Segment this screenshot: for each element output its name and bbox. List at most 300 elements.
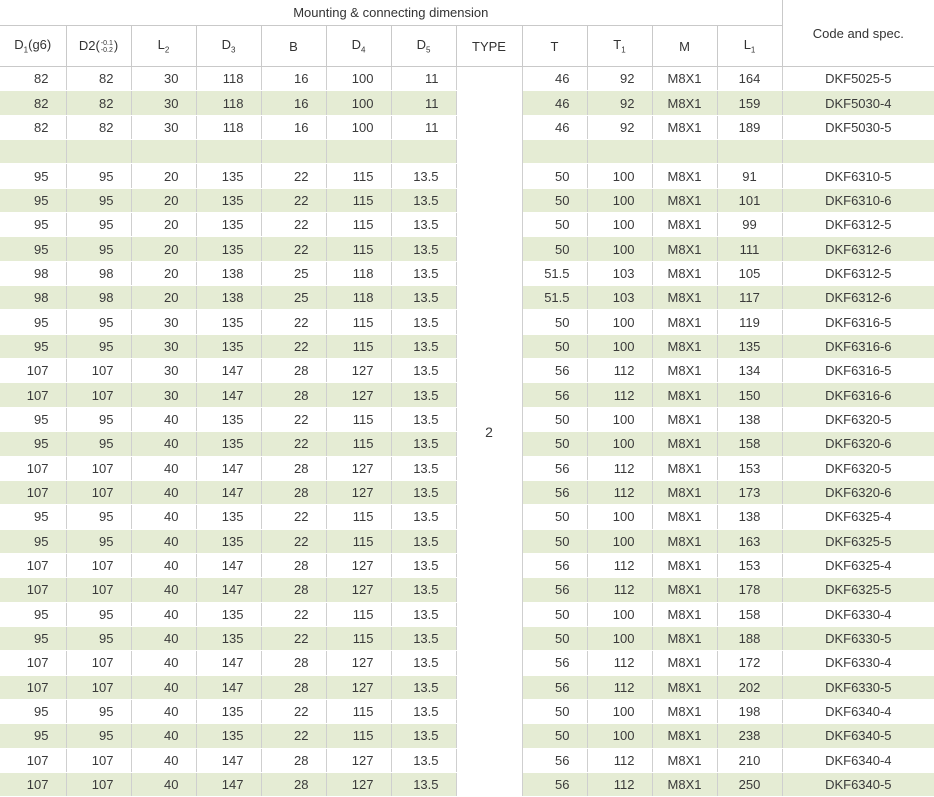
table-cell: 115: [326, 334, 391, 358]
column-header: [652, 26, 717, 67]
table-cell: 13.5: [391, 626, 456, 650]
table-cell: 115: [326, 529, 391, 553]
table-cell: [0, 140, 66, 164]
table-cell: 95: [66, 213, 131, 237]
table-cell: 50: [522, 505, 587, 529]
table-cell: 135: [196, 724, 261, 748]
table-cell: 50: [522, 188, 587, 212]
table-cell: 115: [326, 188, 391, 212]
table-cell: 115: [326, 213, 391, 237]
table-cell: 127: [326, 578, 391, 602]
table-cell: 13.5: [391, 286, 456, 310]
table-cell: 82: [66, 67, 131, 91]
table-cell: 95: [0, 626, 66, 650]
table-cell: 50: [522, 213, 587, 237]
table-cell: 13.5: [391, 578, 456, 602]
table-cell: 135: [196, 164, 261, 188]
table-cell: 100: [326, 67, 391, 91]
table-cell: 50: [522, 237, 587, 261]
table-cell: 40: [131, 772, 196, 796]
column-header: [261, 26, 326, 67]
table-cell: 101: [717, 188, 782, 212]
table-cell: M8X1: [652, 578, 717, 602]
table-cell: 118: [196, 115, 261, 139]
table-cell: 22: [261, 237, 326, 261]
table-cell: M8X1: [652, 188, 717, 212]
code-spec-cell: DKF6316-5: [782, 359, 934, 383]
table-cell: [717, 140, 782, 164]
column-header-label: M: [679, 38, 690, 54]
column-header: D2( -0.1 -0.2 ): [66, 26, 131, 67]
table-cell: 46: [522, 91, 587, 115]
table-cell: 56: [522, 578, 587, 602]
table-cell: 147: [196, 772, 261, 796]
table-cell: 13.5: [391, 602, 456, 626]
table-cell: 40: [131, 748, 196, 772]
table-cell: 189: [717, 115, 782, 139]
table-cell: 13.5: [391, 529, 456, 553]
table-cell: M8X1: [652, 772, 717, 796]
code-spec-header: Code and spec.: [782, 0, 934, 67]
column-header: [391, 26, 456, 67]
table-cell: 30: [131, 67, 196, 91]
table-cell: 147: [196, 480, 261, 504]
table-cell: 172: [717, 651, 782, 675]
code-spec-cell: DKF6312-5: [782, 213, 934, 237]
code-spec-cell: DKF5025-5: [782, 67, 934, 91]
table-cell: M8X1: [652, 602, 717, 626]
table-cell: 138: [717, 505, 782, 529]
table-cell: 107: [0, 553, 66, 577]
table-cell: [261, 140, 326, 164]
table-cell: 118: [326, 286, 391, 310]
table-cell: 28: [261, 651, 326, 675]
table-cell: 82: [66, 91, 131, 115]
tolerance-fraction: -0.1 -0.2: [100, 39, 113, 54]
table-cell: 22: [261, 626, 326, 650]
table-cell: 95: [66, 602, 131, 626]
code-spec-cell: DKF6340-4: [782, 699, 934, 723]
table-cell: 138: [196, 286, 261, 310]
table-cell: 107: [66, 456, 131, 480]
table-cell: 127: [326, 480, 391, 504]
table-cell: M8X1: [652, 334, 717, 358]
column-header: [717, 26, 782, 67]
column-header-label: L: [157, 37, 165, 53]
table-cell: 95: [0, 310, 66, 334]
table-cell: 30: [131, 334, 196, 358]
table-cell: 147: [196, 748, 261, 772]
table-cell: 147: [196, 456, 261, 480]
table-cell: 112: [587, 651, 652, 675]
table-cell: [196, 140, 261, 164]
table-cell: 115: [326, 626, 391, 650]
code-spec-cell: DKF6312-6: [782, 286, 934, 310]
code-spec-cell: [782, 140, 934, 164]
table-cell: 173: [717, 480, 782, 504]
table-cell: [326, 140, 391, 164]
table-cell: 135: [717, 334, 782, 358]
column-header: [456, 26, 522, 67]
table-cell: 134: [717, 359, 782, 383]
table-cell: 198: [717, 699, 782, 723]
table-cell: M8X1: [652, 675, 717, 699]
table-cell: M8X1: [652, 383, 717, 407]
table-cell: M8X1: [652, 505, 717, 529]
table-cell: [587, 140, 652, 164]
table-cell: 135: [196, 699, 261, 723]
column-header: [522, 26, 587, 67]
table-cell: [522, 140, 587, 164]
table-cell: M8X1: [652, 480, 717, 504]
table-cell: 40: [131, 675, 196, 699]
table-cell: 135: [196, 626, 261, 650]
table-cell: 147: [196, 578, 261, 602]
code-spec-cell: DKF6310-6: [782, 188, 934, 212]
table-cell: 107: [66, 480, 131, 504]
table-cell: 100: [587, 237, 652, 261]
code-spec-cell: DKF6310-5: [782, 164, 934, 188]
table-cell: 40: [131, 432, 196, 456]
table-cell: 30: [131, 383, 196, 407]
table-cell: 95: [66, 334, 131, 358]
table-cell: 11: [391, 91, 456, 115]
column-header: [587, 26, 652, 67]
column-header: [0, 26, 66, 67]
table-cell: 13.5: [391, 699, 456, 723]
table-cell: M8X1: [652, 261, 717, 285]
table-cell: 95: [66, 432, 131, 456]
table-cell: 82: [0, 91, 66, 115]
table-cell: 13.5: [391, 772, 456, 796]
table-cell: 13.5: [391, 164, 456, 188]
column-header-subscript: 4: [360, 45, 366, 55]
table-cell: 28: [261, 748, 326, 772]
table-cell: 118: [326, 261, 391, 285]
table-cell: 95: [66, 529, 131, 553]
table-cell: 127: [326, 675, 391, 699]
code-spec-cell: DKF6320-6: [782, 480, 934, 504]
code-spec-cell: DKF6340-5: [782, 724, 934, 748]
table-cell: 56: [522, 553, 587, 577]
table-cell: 95: [0, 237, 66, 261]
code-spec-cell: DKF5030-5: [782, 115, 934, 139]
table-cell: 147: [196, 675, 261, 699]
table-cell: 100: [587, 310, 652, 334]
table-cell: 164: [717, 67, 782, 91]
table-cell: 127: [326, 651, 391, 675]
table-cell: 92: [587, 91, 652, 115]
table-cell: 50: [522, 724, 587, 748]
code-spec-cell: DKF6340-4: [782, 748, 934, 772]
table-cell: 56: [522, 359, 587, 383]
table-cell: 13.5: [391, 188, 456, 212]
table-cell: 56: [522, 383, 587, 407]
table-cell: 100: [587, 626, 652, 650]
table-cell: 100: [587, 505, 652, 529]
code-spec-cell: DKF6325-5: [782, 578, 934, 602]
table-cell: 13.5: [391, 748, 456, 772]
table-cell: 22: [261, 188, 326, 212]
table-cell: 158: [717, 602, 782, 626]
table-cell: 40: [131, 699, 196, 723]
table-cell: [391, 140, 456, 164]
table-cell: 13.5: [391, 310, 456, 334]
column-header-label: T: [550, 38, 559, 54]
table-cell: 13.5: [391, 553, 456, 577]
table-cell: M8X1: [652, 407, 717, 431]
table-cell: 135: [196, 213, 261, 237]
table-cell: 163: [717, 529, 782, 553]
code-spec-cell: DKF6320-6: [782, 432, 934, 456]
table-cell: 100: [587, 724, 652, 748]
table-cell: M8X1: [652, 724, 717, 748]
table-cell: M8X1: [652, 164, 717, 188]
table-cell: 147: [196, 359, 261, 383]
table-cell: 95: [66, 724, 131, 748]
table-cell: 107: [0, 651, 66, 675]
column-header-subscript: 2: [164, 45, 170, 55]
column-header-label: D: [14, 37, 24, 53]
table-cell: 127: [326, 456, 391, 480]
table-cell: 22: [261, 407, 326, 431]
table-cell: M8X1: [652, 529, 717, 553]
table-cell: 119: [717, 310, 782, 334]
table-cell: 56: [522, 651, 587, 675]
table-cell: 56: [522, 772, 587, 796]
table-cell: 30: [131, 115, 196, 139]
table-cell: 20: [131, 237, 196, 261]
table-cell: 91: [717, 164, 782, 188]
table-cell: M8X1: [652, 553, 717, 577]
table-cell: 13.5: [391, 456, 456, 480]
table-cell: 16: [261, 67, 326, 91]
code-spec-cell: DKF6325-5: [782, 529, 934, 553]
table-cell: 40: [131, 529, 196, 553]
table-cell: 50: [522, 432, 587, 456]
table-cell: 13.5: [391, 261, 456, 285]
table-cell: 22: [261, 432, 326, 456]
code-spec-cell: DKF6312-6: [782, 237, 934, 261]
table-cell: 100: [587, 407, 652, 431]
table-cell: M8X1: [652, 91, 717, 115]
table-cell: 13.5: [391, 334, 456, 358]
table-cell: 107: [0, 578, 66, 602]
table-cell: 40: [131, 651, 196, 675]
column-header-subscript: 5: [425, 45, 431, 55]
table-cell: 50: [522, 164, 587, 188]
table-cell: 98: [0, 286, 66, 310]
table-cell: 30: [131, 91, 196, 115]
table-cell: 95: [66, 505, 131, 529]
table-cell: 150: [717, 383, 782, 407]
table-cell: M8X1: [652, 626, 717, 650]
column-header-subscript: 3: [230, 45, 236, 55]
table-cell: M8X1: [652, 456, 717, 480]
column-header-suffix: (g6): [28, 37, 52, 53]
table-cell: 13.5: [391, 505, 456, 529]
code-spec-cell: DKF6325-4: [782, 553, 934, 577]
table-cell: 112: [587, 383, 652, 407]
table-cell: 50: [522, 407, 587, 431]
code-spec-cell: DKF6330-5: [782, 675, 934, 699]
code-spec-cell: DKF6316-6: [782, 334, 934, 358]
table-cell: 95: [66, 407, 131, 431]
table-cell: 16: [261, 91, 326, 115]
table-cell: 127: [326, 748, 391, 772]
table-cell: 95: [0, 529, 66, 553]
table-cell: 40: [131, 407, 196, 431]
table-cell: 103: [587, 261, 652, 285]
table-cell: 100: [587, 529, 652, 553]
column-header-label: B: [289, 38, 298, 54]
table-cell: 95: [0, 432, 66, 456]
table-cell: 40: [131, 456, 196, 480]
table-cell: 92: [587, 115, 652, 139]
table-cell: 56: [522, 456, 587, 480]
table-cell: 115: [326, 505, 391, 529]
table-cell: 238: [717, 724, 782, 748]
table-cell: 138: [717, 407, 782, 431]
table-cell: 107: [66, 553, 131, 577]
table-cell: 22: [261, 699, 326, 723]
table-cell: 95: [66, 188, 131, 212]
table-cell: 100: [326, 91, 391, 115]
table-cell: 20: [131, 286, 196, 310]
column-header-label: D2: [78, 38, 96, 54]
table-cell: 112: [587, 480, 652, 504]
table-cell: 50: [522, 310, 587, 334]
table-cell: 20: [131, 188, 196, 212]
table-cell: 40: [131, 626, 196, 650]
table-cell: M8X1: [652, 310, 717, 334]
table-cell: M8X1: [652, 67, 717, 91]
table-cell: 28: [261, 383, 326, 407]
table-cell: M8X1: [652, 115, 717, 139]
table-cell: 95: [66, 626, 131, 650]
table-cell: 158: [717, 432, 782, 456]
column-header-subscript: 1: [750, 45, 756, 55]
table-cell: 13.5: [391, 675, 456, 699]
table-cell: 95: [0, 699, 66, 723]
table-cell: 20: [131, 261, 196, 285]
table-cell: 95: [0, 334, 66, 358]
code-spec-cell: DKF6312-5: [782, 261, 934, 285]
table-cell: 95: [66, 237, 131, 261]
table-cell: 28: [261, 480, 326, 504]
table-body: [0, 67, 934, 797]
table-cell: 95: [0, 213, 66, 237]
table-cell: 107: [66, 578, 131, 602]
table-cell: 147: [196, 651, 261, 675]
table-cell: 135: [196, 310, 261, 334]
table-cell: M8X1: [652, 432, 717, 456]
table-cell: 107: [0, 359, 66, 383]
table-cell: 95: [0, 188, 66, 212]
table-cell: M8X1: [652, 748, 717, 772]
table-cell: 16: [261, 115, 326, 139]
table-cell: 118: [196, 91, 261, 115]
column-header-label: D: [221, 37, 231, 53]
table-cell: 153: [717, 456, 782, 480]
table-cell: 46: [522, 67, 587, 91]
column-header-label: L: [743, 37, 751, 53]
column-header-label: TYPE: [472, 38, 506, 54]
code-spec-cell: DKF6320-5: [782, 407, 934, 431]
table-cell: 147: [196, 553, 261, 577]
code-spec-cell: DKF6320-5: [782, 456, 934, 480]
table-cell: 105: [717, 261, 782, 285]
table-cell: 13.5: [391, 213, 456, 237]
table-cell: 98: [66, 261, 131, 285]
table-cell: 40: [131, 602, 196, 626]
table-cell: [66, 140, 131, 164]
table-cell: 100: [587, 699, 652, 723]
table-cell: 107: [66, 748, 131, 772]
table-cell: 13.5: [391, 407, 456, 431]
table-cell: 153: [717, 553, 782, 577]
column-header-label: T: [613, 37, 622, 53]
table-cell: 46: [522, 115, 587, 139]
table-cell: 107: [0, 383, 66, 407]
table-cell: 13.5: [391, 651, 456, 675]
table-cell: 178: [717, 578, 782, 602]
table-cell: 50: [522, 529, 587, 553]
table-cell: 107: [0, 480, 66, 504]
table-cell: 127: [326, 359, 391, 383]
table-cell: 115: [326, 699, 391, 723]
table-row: [0, 67, 934, 91]
table-cell: 82: [66, 115, 131, 139]
column-header: [326, 26, 391, 67]
table-cell: 100: [587, 602, 652, 626]
table-cell: 20: [131, 213, 196, 237]
table-cell: 28: [261, 359, 326, 383]
table-cell: 112: [587, 675, 652, 699]
table-cell: 107: [66, 383, 131, 407]
table-cell: 99: [717, 213, 782, 237]
code-spec-cell: DKF6325-4: [782, 505, 934, 529]
table-cell: 25: [261, 261, 326, 285]
table-cell: 40: [131, 578, 196, 602]
table-cell: 112: [587, 553, 652, 577]
table-cell: 135: [196, 529, 261, 553]
table-cell: 40: [131, 505, 196, 529]
table-cell: 202: [717, 675, 782, 699]
table-cell: 95: [66, 164, 131, 188]
table-cell: 13.5: [391, 432, 456, 456]
table-cell: 22: [261, 213, 326, 237]
table-cell: 100: [587, 164, 652, 188]
table-cell: 107: [0, 675, 66, 699]
table-cell: 112: [587, 748, 652, 772]
table-cell: 107: [66, 772, 131, 796]
table-cell: 115: [326, 724, 391, 748]
table-cell: 100: [587, 334, 652, 358]
code-spec-cell: DKF6340-5: [782, 772, 934, 796]
table-cell: 111: [717, 237, 782, 261]
table-header: [0, 0, 934, 67]
code-spec-cell: DKF6316-5: [782, 310, 934, 334]
table-cell: 112: [587, 578, 652, 602]
code-spec-cell: DKF6330-4: [782, 602, 934, 626]
table-cell: 51.5: [522, 261, 587, 285]
table-cell: 95: [0, 724, 66, 748]
table-cell: 95: [0, 407, 66, 431]
table-cell: 56: [522, 480, 587, 504]
table-cell: 28: [261, 578, 326, 602]
table-cell: 107: [66, 651, 131, 675]
